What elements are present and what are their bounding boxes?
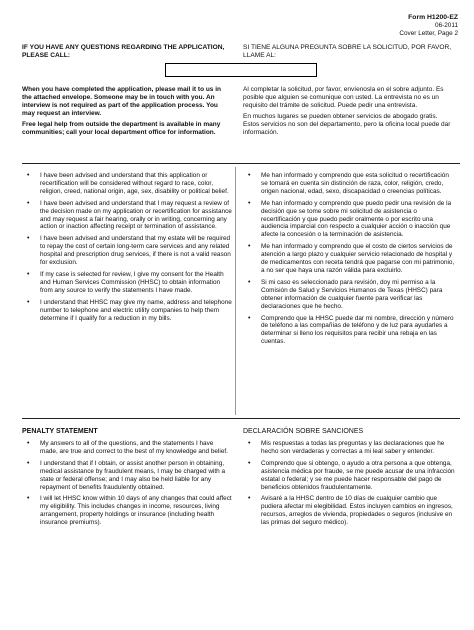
intro-mail-paragraph: When you have completed the application, please mail it to us in the attached envelope. Someone may be in touch with you. An interview is not required as part of the application process. You may request an interview. [22, 86, 222, 118]
intro-en [22, 86, 232, 138]
list-item: • Comprendo que la HHSC puede dar mi nombre, dirección y número de teléfono a las compañías de teléfono y de luz para ayudarles a determinar si lleno los requisitos para recibir una rebaja en las cuentas. [248, 314, 454, 346]
list-item: • I have been advised and understand that I may request a review of the decision made on my application or recertification for assistance and may request a fair hearing, orally or in writing, concerning any action or inaction affecting receipt or termination of assistance. [27, 199, 232, 231]
intro-legal-paragraph: Free legal help from outside the department is available in many communities; call your local department office for information. [22, 121, 221, 137]
intro-es [243, 86, 455, 138]
list-item: • Comprendo que si obtengo, o ayudo a otra persona a que obtenga, asistencia médica por fraude, se me puede acusar de una infracción estatal o federal; y se me puede hacer responsable del pago de beneficios obtenidos fraudulentamente. [248, 459, 455, 491]
questions-heading-es: SI TIENE ALGUNA PREGUNTA SOBRE LA SOLICITUD, POR FAVOR, LLAME AL: [243, 44, 452, 60]
form-header [399, 14, 458, 39]
phone-number-field[interactable] [165, 63, 317, 77]
list-item: • Mis respuestas a todas las preguntas y las declaraciones que he hecho son verdaderas y correctas a mi leal saber y entender. [248, 440, 445, 455]
list-item: • I have been advised and understand that this application or recertification will be considered without regard to race, color, religion, creed, national origin, age, sex, disability or political belief. [27, 172, 229, 195]
intro-mail-paragraph-es: Al completar la solicitud, por favor, envíenosla en el sobre adjunto. Es posible que alguien se comunique con usted. La entrevista no es un requisito del trámite de solicitud. Puede pedir una entrevista. [243, 86, 444, 110]
penalty-title-es: DECLARACIÓN SOBRE SANCIONES [243, 428, 364, 435]
penalty-list-en [22, 440, 232, 531]
form-date: 06-2011 [435, 22, 458, 30]
questions-heading-en: IF YOU HAVE ANY QUESTIONS REGARDING THE APPLICATION, PLEASE CALL: [22, 44, 225, 60]
rights-list-en [22, 172, 232, 326]
list-item: • Me han informado y comprendo que esta solicitud o recertificación se tomará en cuenta sin distinción de raza, color, religión, credo, origen nacional, edad, sexo, discapacidad o creencias políticas. [248, 172, 449, 195]
list-item: • I understand that HHSC may give my name, address and telephone number to telephone and electric utility companies to help them determine if I qualify for a reduction in my bills. [27, 298, 232, 322]
list-item: • I understand that if I obtain, or assist another person in obtaining, medical assistance by fraudulent means, I may be charged with a state or federal offense; and I may also be held liable for any repayment of benefits fraudulently obtained. [27, 459, 226, 491]
list-item: • If my case is selected for review, I give my consent for the Health and Human Services Commission (HHSC) to obtain information from any source to verify the statements I have made. [27, 270, 224, 294]
form-number: Form H1200-EZ [408, 14, 458, 21]
list-item: • Si mi caso es seleccionado para revisión, doy mi permiso a la Comisión de Salud y Servicios Humanos de Texas (HHSC) para obtener información de cualquier fuente para verificar las declaraciones que he hecho. [248, 278, 443, 310]
section-divider [22, 163, 460, 164]
list-item: • Me han informado y comprendo que el costo de ciertos servicios de atención a largo plazo y cualquier servicio relacionado de hospital y de medicamentos con receta tendrá que pagarse con mi patrimonio, a no ser que haya una razón válida para excluirlo. [248, 243, 455, 274]
rights-list-es [243, 172, 455, 350]
list-item: • Avisaré a la HHSC dentro de 10 días de cualquier cambio que pudiera afectar mi elegibilidad. Estos incluyen cambios en ingresos, recursos, arreglos de vivienda, propiedades o seguros (inclusive en las primas del seguro médico). [248, 495, 453, 527]
penalty-list-es [243, 440, 455, 531]
page-label: Cover Letter, Page 2 [399, 30, 458, 38]
list-item: • Me han informado y comprendo que puedo pedir una revisión de la decisión que se tome sobre mi solicitud de asistencia o recertificación y que puedo pedir oralmente o por escrito una audiencia imparcial con respecto a cualquier acción o inacción que afecte la concesión o la terminación de asistencia. [248, 199, 452, 239]
section-divider [22, 418, 460, 419]
intro-legal-paragraph-es: En muchos lugares se pueden obtener servicios de abogado gratis. Estos servicios no son del departamento, pero la oficina local puede dar información. [243, 113, 451, 137]
list-item: • My answers to all of the questions, and the statements I have made, are true and correct to the best of my knowledge and belief. [27, 440, 228, 455]
column-divider [235, 167, 236, 415]
list-item: • I will let HHSC know within 10 days of any changes that could affect my eligibility. This includes changes in income, resources, living arrangement, property holdings or insurance (including health insurance premiums). [27, 495, 232, 527]
penalty-title-en: PENALTY STATEMENT [22, 428, 98, 435]
list-item: • I have been advised and understand that my estate will be required to repay the cost of certain long-term care services and any related hospital and prescription drug services, if there is not a valid reason for exclusion. [27, 235, 231, 267]
